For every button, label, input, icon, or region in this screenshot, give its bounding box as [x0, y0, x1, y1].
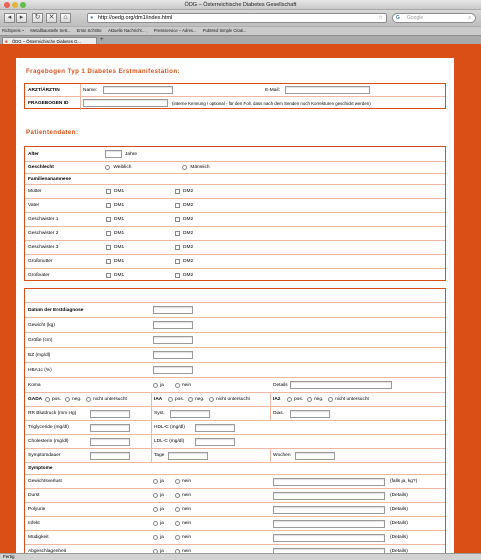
diagnosis-date-label: Datum der Erstdiagnose [28, 307, 84, 313]
coma-label: Koma [28, 382, 41, 388]
close-window-icon[interactable] [4, 2, 10, 8]
no-label: nein [182, 479, 192, 484]
questionnaire-id-field[interactable] [83, 99, 168, 107]
weeks-label: Wochen [273, 453, 291, 458]
relative-row [25, 254, 445, 268]
diastolic-label: Dias. [273, 411, 284, 416]
symptom-details-field[interactable] [273, 478, 385, 486]
no-label: nein [182, 507, 192, 512]
symptom-no-radio[interactable] [175, 493, 180, 498]
dm2-label: DM2 [183, 189, 194, 194]
symptom-yes-radio[interactable] [153, 521, 158, 526]
dm2-checkbox[interactable] [175, 203, 180, 208]
relative-row [25, 268, 445, 281]
bookmark-item[interactable]: PubMed Simple Citati... [202, 28, 247, 33]
gada-label: GADA [28, 397, 43, 402]
symptom-label: Abgeschlagenheit [28, 549, 67, 553]
ia2-pos-radio[interactable] [287, 397, 292, 402]
dm1-checkbox[interactable] [106, 217, 111, 222]
symptom-label: Polyurie [28, 507, 46, 512]
family-history-row [25, 173, 445, 184]
yes-label: ja [160, 507, 164, 512]
browser-toolbar [0, 10, 481, 26]
tab-label: ÖDG – Österreichische Diabetes G... [12, 39, 81, 44]
relative-row [25, 198, 445, 212]
measurement-label: Größe (cm) [28, 337, 53, 343]
reload-button[interactable]: ↻ [32, 13, 43, 23]
page-viewport [0, 44, 481, 553]
symptom-label: Infekt [28, 521, 40, 526]
symptom-suffix: (Details) [390, 521, 408, 526]
blank-row [25, 289, 445, 302]
minimize-window-icon[interactable] [12, 2, 18, 8]
symptoms-label: Symptome [28, 466, 53, 471]
symptom-no-radio[interactable] [175, 507, 180, 512]
male-radio[interactable] [182, 165, 187, 170]
relative-label: Vater [28, 203, 40, 208]
dm1-checkbox[interactable] [106, 245, 111, 250]
hba1c-field[interactable] [153, 366, 193, 374]
diagnosis-date-field[interactable] [153, 306, 193, 314]
stop-button[interactable]: ✕ [46, 13, 57, 23]
ia2-label: IA2 [273, 397, 281, 402]
coma-no-radio[interactable] [175, 383, 180, 388]
new-tab-button[interactable]: + [100, 37, 104, 43]
cholesterol-field[interactable] [90, 438, 130, 446]
address-bar[interactable] [87, 13, 387, 23]
back-button[interactable]: ◂ [4, 13, 15, 23]
hdl-label: HDL-C (mg/dl) [154, 425, 185, 430]
yes-label: ja [160, 382, 164, 388]
dm2-checkbox[interactable] [175, 245, 180, 250]
bookmarks-bar [0, 26, 481, 35]
relative-row [25, 226, 445, 240]
relative-label: Geschwister 1 [28, 217, 59, 222]
weight-field[interactable] [153, 321, 193, 329]
relative-label: Großvater [28, 272, 50, 278]
relative-label: Mutter [28, 189, 42, 194]
window-title: ÖDG – Österreichische Diabetes Gesellschaft [184, 2, 297, 8]
bp-label: RR Blutdruck (mm Hg) [28, 411, 77, 416]
yes-label: ja [160, 535, 164, 540]
age-field[interactable] [105, 150, 122, 158]
symptom-duration-row [25, 448, 445, 462]
email-label: E-Mail: [265, 87, 280, 93]
age-row [25, 147, 445, 161]
patient-section-title: Patientendaten: [26, 129, 79, 136]
symptom-details-field[interactable] [273, 534, 385, 542]
dm1-label: DM1 [114, 259, 125, 264]
doctor-label: ARZT/ÄRZTIN [28, 87, 60, 93]
symptoms-header-row [25, 462, 445, 474]
symptom-yes-radio[interactable] [153, 479, 158, 484]
lipid-row [25, 434, 445, 448]
dm2-checkbox[interactable] [175, 259, 180, 264]
bookmark-item[interactable]: Pressservice – Adres... [153, 28, 197, 33]
dm2-checkbox[interactable] [175, 273, 180, 278]
search-placeholder: Google [407, 15, 424, 21]
pos-label: pos. [294, 397, 304, 402]
days-label: Tage [154, 453, 165, 458]
form-page [16, 58, 454, 553]
doctor-table [24, 83, 446, 109]
years-unit: Jahre [125, 151, 137, 157]
no-label: nein [182, 382, 192, 388]
family-history-label: Familienanamnese [28, 176, 71, 182]
id-note: (interne Kennung / optional - für den Foll. dass nach dem Senden noch Korrekturen geschickt werden) [172, 100, 371, 106]
ldl-label: LDL-C (mg/dl) [154, 439, 185, 444]
doctor-row [25, 84, 445, 96]
days-field[interactable] [168, 452, 208, 460]
forward-button[interactable]: ▸ [16, 13, 27, 23]
gada-neg-radio[interactable] [65, 397, 70, 402]
symptom-suffix: (Details) [390, 549, 408, 553]
relative-row [25, 212, 445, 226]
symptom-row [25, 544, 445, 553]
name-label: Name: [83, 87, 98, 93]
measurement-label: HBA1c (%) [28, 367, 52, 373]
coma-details-field[interactable] [290, 381, 392, 389]
symptom-details-field[interactable] [273, 492, 385, 500]
search-input[interactable] [392, 13, 476, 23]
iaa-label: IAA [154, 397, 163, 402]
cholesterol-label: Cholesterin (mg/dl) [28, 439, 69, 444]
bookmark-item[interactable]: Metallbaustelle Sett... [30, 28, 71, 33]
email-field[interactable] [285, 86, 370, 94]
dm1-label: DM1 [114, 217, 125, 222]
iaa-neg-radio[interactable] [188, 397, 193, 402]
systolic-field[interactable] [170, 410, 210, 418]
dm1-label: DM1 [114, 272, 125, 278]
bookmark-item[interactable]: Aktuelle Nachricht... , [107, 28, 148, 33]
dm2-label: DM2 [183, 245, 194, 250]
dm2-label: DM2 [183, 259, 194, 264]
symptom-label: Müdigkeit [28, 535, 49, 540]
window-titlebar [0, 0, 481, 10]
neg-label: neg. [314, 397, 324, 402]
ia2-nu-radio[interactable] [328, 397, 333, 402]
antibody-row [25, 392, 445, 406]
tab-favicon-icon: ■ [5, 39, 8, 44]
dm1-checkbox[interactable] [106, 273, 111, 278]
no-label: nein [182, 521, 192, 526]
triglyceride-field[interactable] [90, 424, 130, 432]
dm1-checkbox[interactable] [106, 189, 111, 194]
yes-label: ja [160, 493, 164, 498]
symptom-suffix: (Details) [390, 493, 408, 498]
measurement-row [25, 317, 445, 332]
dm1-checkbox[interactable] [106, 203, 111, 208]
yes-label: ja [160, 521, 164, 526]
ia2-neg-radio[interactable] [307, 397, 312, 402]
dm2-label: DM2 [183, 217, 194, 222]
pos-label: pos. [175, 397, 185, 402]
dm2-label: DM2 [183, 203, 194, 208]
symptom-label: Gewichtsverlust [28, 479, 62, 484]
bookmark-item[interactable]: Erste Schritte [76, 28, 102, 33]
yes-label: ja [160, 479, 164, 484]
male-label: Männlich [190, 165, 210, 170]
diastolic-field[interactable] [290, 410, 330, 418]
triglyceride-label: Triglyceride (mg/dl) [28, 425, 69, 430]
dm2-label: DM2 [183, 272, 194, 278]
search-icon[interactable]: ⌕ [468, 15, 471, 21]
symptom-details-field[interactable] [273, 520, 385, 528]
symptom-no-radio[interactable] [175, 535, 180, 540]
not-tested-label: nicht untersucht [335, 397, 369, 402]
symptom-row [25, 502, 445, 516]
google-icon: G [396, 15, 400, 21]
female-label: Weiblich [113, 165, 132, 170]
coma-row [25, 377, 445, 392]
symptom-yes-radio[interactable] [153, 535, 158, 540]
symptom-row [25, 488, 445, 502]
symptom-details-field[interactable] [273, 506, 385, 514]
measurement-row [25, 347, 445, 362]
measurement-label: BZ (mg/dl) [28, 352, 51, 358]
dm1-checkbox[interactable] [106, 231, 111, 236]
symptom-suffix: (Details) [390, 507, 408, 512]
status-bar [0, 553, 481, 560]
dm2-checkbox[interactable] [175, 217, 180, 222]
symptom-row [25, 474, 445, 488]
details-label: Details [273, 382, 288, 388]
dm1-label: DM1 [114, 231, 125, 236]
zoom-window-icon[interactable] [20, 2, 26, 8]
coma-yes-radio[interactable] [153, 383, 158, 388]
yes-label: ja [160, 549, 164, 553]
iaa-nu-radio[interactable] [209, 397, 214, 402]
dm1-label: DM1 [114, 203, 125, 208]
not-tested-label: nicht untersucht [216, 397, 250, 402]
glucose-field[interactable] [153, 351, 193, 359]
iaa-pos-radio[interactable] [168, 397, 173, 402]
symptom-yes-radio[interactable] [153, 493, 158, 498]
no-label: nein [182, 549, 192, 553]
symptom-suffix: (falls ja, kg?) [390, 479, 418, 484]
dm1-checkbox[interactable] [106, 259, 111, 264]
address-url: http://oedg.org/dm1/index.html [98, 15, 173, 21]
id-label: FRAGEBOGEN ID [28, 100, 69, 106]
relative-label: Geschwister 2 [28, 231, 59, 236]
symptom-yes-radio[interactable] [153, 507, 158, 512]
symptom-duration-label: Symptomdauer [28, 453, 61, 458]
neg-label: neg. [72, 397, 82, 402]
symptom-no-radio[interactable] [175, 521, 180, 526]
symptom-label: Durst [28, 493, 40, 498]
bookmark-item[interactable]: Richtpreis ~ [2, 28, 25, 33]
female-radio[interactable] [105, 165, 110, 170]
gender-label: Geschlecht [28, 165, 54, 170]
symptom-row [25, 530, 445, 544]
relative-row [25, 240, 445, 254]
relative-label: Großmutter [28, 259, 53, 264]
tab-bar [0, 35, 481, 44]
height-field[interactable] [153, 336, 193, 344]
blood-pressure-row [25, 406, 445, 420]
home-button[interactable]: ⌂ [60, 13, 71, 23]
no-label: nein [182, 493, 192, 498]
id-row [25, 96, 445, 109]
ldl-field[interactable] [195, 438, 235, 446]
bp-field[interactable] [90, 410, 130, 418]
measurement-label: Gewicht (kg) [28, 322, 55, 328]
symptom-suffix: (Details) [390, 535, 408, 540]
diagnosis-table [24, 288, 446, 553]
weeks-field[interactable] [295, 452, 335, 460]
symptom-no-radio[interactable] [175, 479, 180, 484]
dm1-label: DM1 [114, 245, 125, 250]
name-field[interactable] [103, 86, 173, 94]
not-tested-label: nicht untersucht [93, 397, 127, 402]
systolic-label: Syst. [154, 411, 165, 416]
gender-row [25, 161, 445, 173]
diagnosis-date-row [25, 302, 445, 317]
dm2-checkbox[interactable] [175, 231, 180, 236]
relative-label: Geschwister 3 [28, 245, 59, 250]
dm2-checkbox[interactable] [175, 189, 180, 194]
dm1-label: DM1 [114, 189, 125, 194]
gada-pos-radio[interactable] [45, 397, 50, 402]
symptom-duration-field[interactable] [90, 452, 130, 460]
measurement-row [25, 362, 445, 377]
dm2-label: DM2 [183, 231, 194, 236]
symptom-row [25, 516, 445, 530]
relative-row [25, 184, 445, 198]
bookmark-star-icon[interactable]: ☆ [378, 15, 383, 21]
status-text: Fertig [3, 554, 15, 559]
measurement-row [25, 332, 445, 347]
pos-label: pos. [52, 397, 62, 402]
neg-label: neg. [195, 397, 205, 402]
age-label: Alter [28, 151, 39, 157]
gada-nu-radio[interactable] [86, 397, 91, 402]
no-label: nein [182, 535, 192, 540]
site-icon: ● [90, 15, 94, 21]
hdl-field[interactable] [195, 424, 235, 432]
form-title: Fragebogen Typ 1 Diabetes Erstmanifestation: [26, 68, 180, 75]
patient-table [24, 146, 446, 281]
lipid-row [25, 420, 445, 434]
